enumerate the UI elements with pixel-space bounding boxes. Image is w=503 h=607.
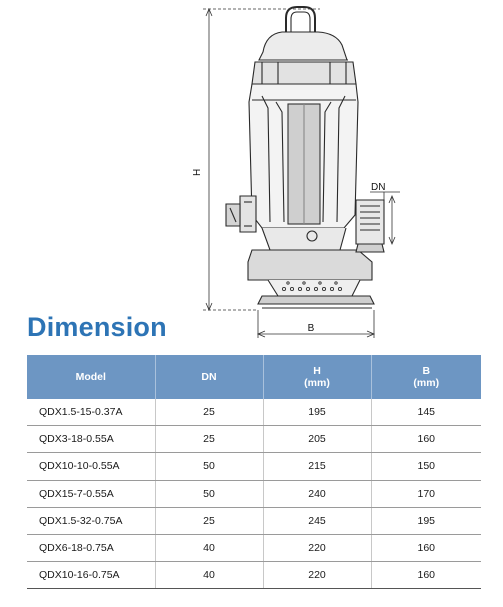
table-row: [27, 534, 481, 561]
cell-h: 195: [263, 399, 371, 426]
cell-b: 145: [371, 399, 481, 426]
cell-dn: 25: [155, 426, 263, 453]
outlet-pipe: [356, 200, 384, 252]
header-h: H (mm): [263, 355, 371, 399]
cell-h: 245: [263, 507, 371, 534]
cell-b: 195: [371, 507, 481, 534]
cell-dn: 50: [155, 480, 263, 507]
cell-model: QDX1.5-15-0.37A: [27, 399, 155, 426]
cell-h: 220: [263, 562, 371, 589]
outlet-dimension-label: DN: [371, 182, 386, 193]
cell-dn: 40: [155, 534, 263, 561]
cell-dn: 25: [155, 507, 263, 534]
pump-top-cap: [252, 32, 356, 84]
cell-model: QDX1.5-32-0.75A: [27, 507, 155, 534]
dimension-table: [27, 355, 481, 589]
width-dimension-label: B: [307, 323, 315, 334]
table-header-row: [27, 355, 481, 399]
table-row: [27, 426, 481, 453]
pump-base: [248, 228, 374, 308]
table-row: [27, 507, 481, 534]
cell-b: 150: [371, 453, 481, 480]
cell-h: 220: [263, 534, 371, 561]
header-model: Model: [27, 355, 155, 399]
cell-dn: 50: [155, 453, 263, 480]
table-row: [27, 453, 481, 480]
cell-model: QDX6-18-0.75A: [27, 534, 155, 561]
cell-dn: 40: [155, 562, 263, 589]
pump-motor-body: [249, 84, 358, 228]
table-row: [27, 562, 481, 589]
table-row: [27, 480, 481, 507]
cell-b: 160: [371, 426, 481, 453]
cell-model: QDX15-7-0.55A: [27, 480, 155, 507]
cell-model: QDX10-10-0.55A: [27, 453, 155, 480]
cell-b: 160: [371, 534, 481, 561]
cell-h: 215: [263, 453, 371, 480]
cable-gland: [226, 196, 256, 232]
header-dn: DN: [155, 355, 263, 399]
cell-model: QDX3-18-0.55A: [27, 426, 155, 453]
cell-b: 160: [371, 562, 481, 589]
pump-handle: [286, 7, 315, 33]
cell-dn: 25: [155, 399, 263, 426]
cell-model: QDX10-16-0.75A: [27, 562, 155, 589]
page-title: Dimension: [27, 312, 167, 342]
cell-h: 240: [263, 480, 371, 507]
table-row: [27, 399, 481, 426]
cell-b: 170: [371, 480, 481, 507]
height-dimension-label: H: [192, 168, 203, 176]
cell-h: 205: [263, 426, 371, 453]
header-b: B (mm): [371, 355, 481, 399]
